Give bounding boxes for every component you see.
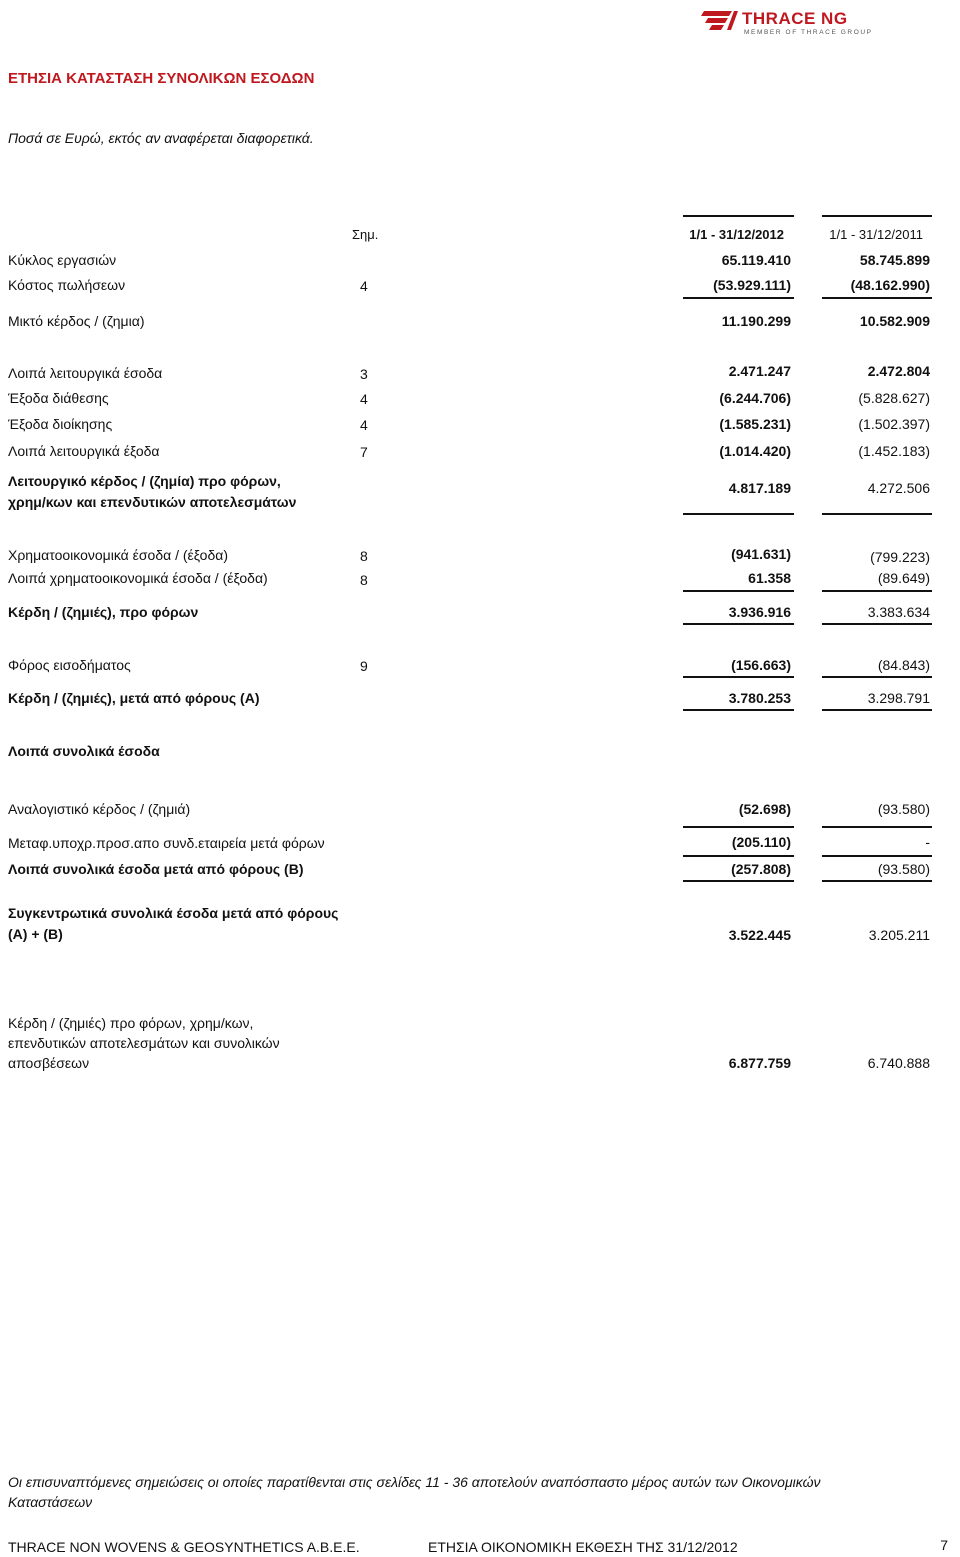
- row-note: 9: [360, 658, 368, 674]
- footnote: Οι επισυναπτόμενες σημειώσεις οι οποίες παρατίθενται στις σελίδες 11 - 36 αποτελούν αναπόσπαστο μέρος αυτών των Οικονομικών: [8, 1474, 821, 1490]
- row-label: Λοιπά χρηματοοικονομικά έσοδα / (έξοδα): [8, 570, 268, 586]
- notes-column-header: Σημ.: [352, 227, 379, 242]
- footer-report-title: ΕΤΗΣΙΑ ΟΙΚΟΝΟΜΙΚΗ ΕΚΘΕΣΗ ΤΗΣ 31/12/2012: [428, 1539, 738, 1555]
- footnote-line-2: Καταστάσεων: [8, 1494, 93, 1510]
- row-label: Χρηματοοικονομικά έσοδα / (έξοδα): [8, 547, 229, 563]
- period-2011-header: 1/1 - 31/12/2011: [829, 227, 923, 242]
- row-label: Λοιπά λειτουργικά έσοδα: [8, 365, 163, 381]
- underline: [683, 826, 794, 828]
- row-label: Λειτουργικό κέρδος / (ζημία) προ φόρων,: [8, 473, 281, 489]
- underline: [822, 297, 932, 299]
- value-2012: 61.358: [748, 570, 791, 586]
- value-2011: -: [925, 834, 930, 850]
- value-2012: 6.877.759: [728, 1055, 791, 1071]
- page-subtitle: Ποσά σε Ευρώ, εκτός αν αναφέρεται διαφορετικά.: [8, 130, 314, 146]
- row-label: Φόρος εισοδήματος: [8, 657, 131, 673]
- underline: [683, 855, 794, 857]
- underline: [822, 880, 932, 882]
- underline: [822, 590, 932, 592]
- underline: [683, 297, 794, 299]
- row-label: Κέρδη / (ζημιές), μετά από φόρους (Α): [8, 690, 260, 706]
- underline: [822, 513, 932, 515]
- logo-tagline: MEMBER OF THRACE GROUP: [744, 29, 873, 36]
- value-2012: (156.663): [731, 657, 791, 673]
- row-label: Κόστος πωλήσεων: [8, 277, 126, 293]
- value-2012: 3.780.253: [728, 690, 791, 706]
- row-note: 8: [360, 572, 368, 588]
- underline: [822, 855, 932, 857]
- value-2012: 65.119.410: [721, 252, 791, 268]
- value-2012: 11.190.299: [721, 313, 791, 329]
- value-2012: (257.808): [731, 861, 791, 877]
- row-label: Κέρδη / (ζημιές) προ φόρων, χρημ/κων,: [8, 1015, 254, 1031]
- value-2011: 58.745.899: [859, 252, 930, 268]
- page-number: 7: [940, 1537, 948, 1553]
- row-note: 4: [360, 278, 368, 294]
- row-label: Έξοδα διάθεσης: [8, 390, 109, 406]
- value-2012: 3.522.445: [728, 927, 791, 943]
- header-rule-2012: [683, 215, 794, 217]
- row-label: Έξοδα διοίκησης: [8, 416, 113, 432]
- value-2011: (84.843): [877, 657, 930, 673]
- value-2011: 3.383.634: [867, 604, 930, 620]
- row-label: Λοιπά λειτουργικά έξοδα: [8, 443, 160, 459]
- underline: [683, 513, 794, 515]
- value-2011: 4.272.506: [867, 480, 930, 496]
- header-rule-2011: [822, 215, 932, 217]
- row-label: Κέρδη / (ζημιές), προ φόρων: [8, 604, 199, 620]
- value-2012: (941.631): [731, 546, 791, 562]
- value-2011: 2.472.804: [867, 363, 930, 379]
- row-label: Συγκεντρωτικά συνολικά έσοδα μετά από φόρους: [8, 905, 339, 921]
- row-note: 7: [360, 444, 368, 460]
- underline: [822, 826, 932, 828]
- value-2012: (53.929.111): [713, 277, 791, 293]
- underline: [683, 590, 794, 592]
- logo-brand: THRACE NG: [742, 9, 848, 28]
- value-2011: (1.452.183): [858, 443, 930, 459]
- row-label: Μικτό κέρδος / (ζημια): [8, 313, 145, 329]
- underline: [683, 623, 794, 625]
- value-2011: 10.582.909: [859, 313, 930, 329]
- value-2012: (6.244.706): [719, 390, 791, 406]
- row-label: Μεταφ.υποχρ.προσ.απο συνδ.εταιρεία μετά φόρων: [8, 835, 325, 851]
- underline: [683, 709, 794, 711]
- underline: [683, 676, 794, 678]
- page-title: ΕΤΗΣΙΑ ΚΑΤΑΣΤΑΣΗ ΣΥΝΟΛΙΚΩΝ ΕΣΟΔΩΝ: [8, 70, 315, 87]
- row-note: 4: [360, 417, 368, 433]
- row-label-line-2: επενδυτικών αποτελεσμάτων και συνολικών: [8, 1035, 280, 1051]
- value-2011: 3.298.791: [867, 690, 930, 706]
- period-2012-header: 1/1 - 31/12/2012: [689, 227, 784, 242]
- underline: [683, 880, 794, 882]
- value-2011: (48.162.990): [850, 277, 930, 293]
- value-2011: 6.740.888: [867, 1055, 930, 1071]
- value-2012: (1.585.231): [719, 416, 791, 432]
- value-2011: (93.580): [877, 801, 930, 817]
- value-2012: 2.471.247: [728, 363, 791, 379]
- row-note: 8: [360, 548, 368, 564]
- value-2012: (205.110): [731, 834, 791, 850]
- underline: [822, 623, 932, 625]
- underline: [822, 709, 932, 711]
- value-2011: (93.580): [877, 861, 930, 877]
- row-label-line-2: χρημ/κων και επενδυτικών αποτελεσμάτων: [8, 494, 297, 510]
- underline: [822, 676, 932, 678]
- value-2011: (799.223): [870, 549, 930, 565]
- row-label-line-2: (Α) + (Β): [8, 926, 63, 942]
- value-2012: (52.698): [738, 801, 791, 817]
- row-label: Αναλογιστικό κέρδος / (ζημιά): [8, 801, 191, 817]
- company-logo: [698, 4, 950, 36]
- row-label: Λοιπά συνολικά έσοδα μετά από φόρους (Β): [8, 861, 304, 877]
- value-2011: (89.649): [877, 570, 930, 586]
- row-note: 3: [360, 366, 368, 382]
- row-label-line-3: αποσβέσεων: [8, 1055, 90, 1071]
- value-2012: 3.936.916: [728, 604, 791, 620]
- value-2012: 4.817.189: [728, 480, 791, 496]
- value-2012: (1.014.420): [719, 443, 791, 459]
- section-heading: Λοιπά συνολικά έσοδα: [8, 743, 160, 759]
- value-2011: (5.828.627): [858, 390, 930, 406]
- value-2011: (1.502.397): [858, 416, 930, 432]
- row-note: 4: [360, 391, 368, 407]
- footer-company: THRACE NON WOVENS & GEOSYNTHETICS A.B.E.E.: [8, 1539, 360, 1555]
- value-2011: 3.205.211: [868, 927, 930, 943]
- row-label: Κύκλος εργασιών: [8, 252, 117, 268]
